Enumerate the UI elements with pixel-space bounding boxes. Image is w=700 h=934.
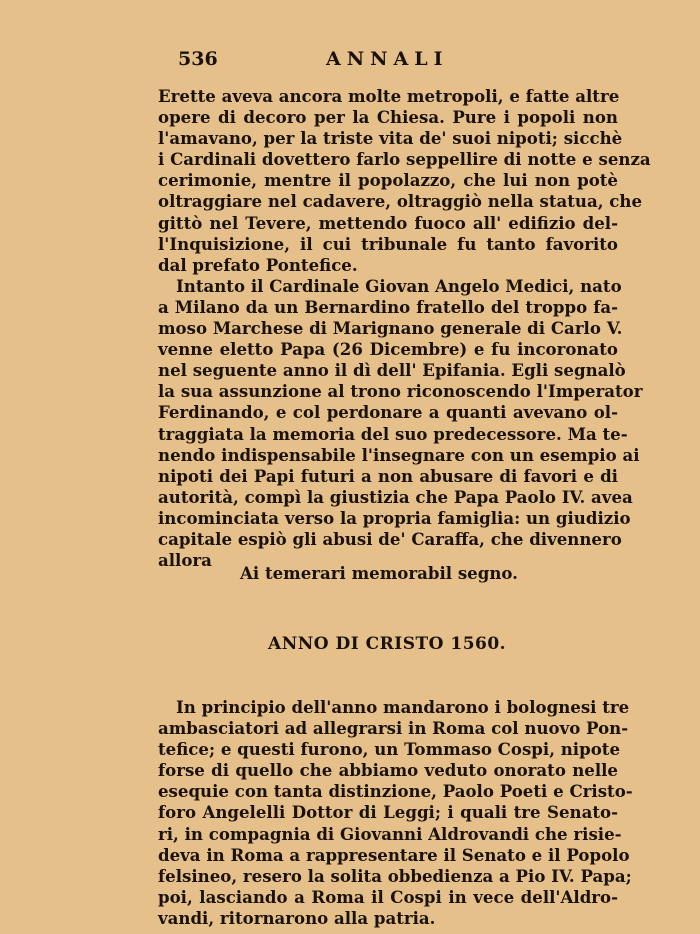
verse-quote: Ai temerari memorabil segno.	[240, 563, 518, 583]
text-line: allora	[158, 550, 212, 571]
text-line: gittò nel Tevere, mettendo fuoco all' edifizio del-	[158, 212, 618, 233]
page-header	[178, 48, 618, 72]
text-line: capitale espiò gli abusi de' Caraffa, che divennero	[158, 528, 622, 549]
text-line: l'amavano, per la triste vita de' suoi nipoti; sicchè	[158, 128, 623, 149]
text-line: cerimonie, mentre il popolazzo, che lui non potè	[158, 170, 618, 191]
text-line: incominciata verso la propria famiglia: un giudizio	[158, 507, 631, 528]
text-line: vandi, ritornarono alla patria.	[158, 907, 436, 928]
text-line: i Cardinali dovettero farlo seppellire di notte e senza	[158, 149, 651, 170]
text-line: tefice; e questi furono, un Tommaso Cospi, nipote	[158, 739, 621, 760]
text-line: dal prefato Pontefice.	[158, 254, 358, 275]
text-line: venne eletto Papa (26 Dicembre) e fu incoronato	[158, 339, 618, 360]
text-line: deva in Roma a rappresentare il Senato e il Popolo	[158, 844, 630, 865]
text-line: ambasciatori ad allegrarsi in Roma col nuovo Pon-	[158, 718, 629, 739]
text-line: nel seguente anno il dì dell' Epifania. Egli segnalò	[158, 360, 626, 381]
text-line: moso Marchese di Marignano generale di Carlo V.	[158, 318, 623, 339]
text-line: opere di decoro per la Chiesa. Pure i popoli non	[158, 107, 618, 128]
text-block-second	[158, 697, 633, 929]
text-line: Ferdinando, e col perdonare a quanti avevano ol-	[158, 402, 618, 423]
text-line: ri, in compagnia di Giovanni Aldrovandi che risie-	[158, 823, 622, 844]
text-line: poi, lasciando a Roma il Cospi in vece dell'Aldro-	[158, 886, 618, 907]
text-line: oltraggiare nel cadavere, oltraggiò nella statua, che	[158, 191, 642, 212]
text-line: a Milano da un Bernardino fratello del troppo fa-	[158, 296, 618, 317]
text-line: nipoti dei Papi futuri a non abusare di favori e di	[158, 465, 618, 486]
text-line: Intanto il Cardinale Giovan Angelo Medici, nato	[176, 275, 622, 296]
text-line: la sua assunzione al trono riconoscendo l'Imperator	[158, 381, 643, 402]
page-number: 536	[178, 48, 218, 70]
section-heading: ANNO DI CRISTO 1560.	[268, 634, 507, 654]
text-line: foro Angelelli Dottor di Leggi; i quali tre Senato-	[158, 802, 618, 823]
running-title: ANNALI	[326, 48, 449, 70]
text-line: forse di quello che abbiamo veduto onorato nelle	[158, 760, 618, 781]
text-line: traggiata la memoria del suo predecessore. Ma te-	[158, 423, 628, 444]
text-line: In principio dell'anno mandarono i bolognesi tre	[176, 697, 630, 717]
text-line: Erette aveva ancora molte metropoli, e fatte altre	[158, 86, 620, 106]
text-line: autorità, compì la giustizia che Papa Paolo IV. avea	[158, 486, 633, 507]
text-line: felsineo, resero la solita obbedienza a Pio IV. Papa;	[158, 865, 632, 886]
text-block-first	[158, 86, 651, 571]
text-line: l'Inquisizione, il cui tribunale fu tanto favorito	[158, 233, 618, 254]
text-line: nendo indispensabile l'insegnare con un esempio ai	[158, 444, 640, 465]
text-line: esequie con tanta distinzione, Paolo Poeti e Cristo-	[158, 781, 633, 802]
